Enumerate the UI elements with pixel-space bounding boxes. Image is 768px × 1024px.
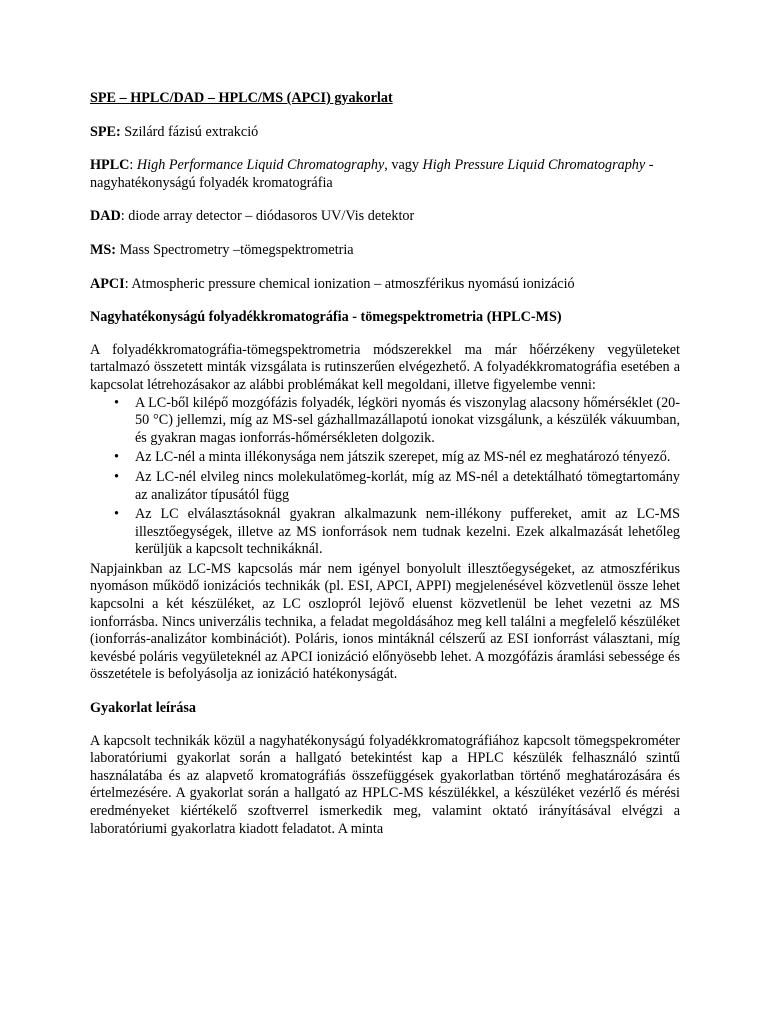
definition-text: : Atmospheric pressure chemical ionization – atmoszférikus nyomású ionizáció bbox=[124, 275, 575, 292]
definition-dad bbox=[90, 208, 680, 226]
list-item-text: Az LC elválasztásoknál gyakran alkalmazunk nem-illékony puffereket, amit az LC-MS illesztőegységek, illetve az MS ionforrások nem tudnak kezelni. Ezek alkalmazását lehetőleg kerüljük a kapcsolt technikáknál. bbox=[135, 506, 680, 558]
document-page bbox=[90, 90, 680, 838]
list-item-text: Az LC-nél elvileg nincs molekulatömeg-korlát, míg az MS-nél a detektálható tömegtartomány az analizátor típusától függ bbox=[135, 468, 680, 503]
document-title: SPE – HPLC/DAD – HPLC/MS (APCI) gyakorlat bbox=[90, 90, 393, 106]
section-heading-practice: Gyakorlat leírása bbox=[90, 700, 196, 717]
intro-paragraph: A folyadékkromatográfia-tömegspektrometria módszerekkel ma már hőérzékeny vegyületeket tartalmazó összetett minták vizsgálata is rutinszerűen elvégezhető. A folyadékkromatográfia esetében a kapcsolat létrehozásakor az alábbi problémákat kell megoldani, illetve figyelembe venni: bbox=[90, 341, 680, 393]
definition-text: : diode array detector – diódasoros UV/Vis detektor bbox=[120, 208, 415, 225]
list-item-text: A LC-ből kilépő mozgófázis folyadék, légköri nyomás és viszonylag alacsony hőmérséklet (20-50 °C) jellemzi, míg az MS-sel gázhallmazállapotú ionokat vizsgálunk, a készülék vákuumban, és gyakran magas ionforrás-hőmérsékleten dolgozik. bbox=[135, 394, 680, 446]
section-heading-hplc-ms: Nagyhatékonyságú folyadékkromatográfia - tömegspektrometria (HPLC-MS) bbox=[90, 309, 562, 326]
definition-apci bbox=[90, 276, 680, 294]
bullet-icon: • bbox=[114, 468, 119, 485]
definition-spe bbox=[90, 124, 680, 142]
definition-text: Mass Spectrometry –tömegspektrometria bbox=[116, 241, 354, 258]
definition-text: - nagyhatékonyságú folyadék kromatográfia bbox=[90, 157, 654, 191]
list-item bbox=[114, 506, 680, 559]
list-item-text: Az LC-nél a minta illékonysága nem játszik szerepet, míg az MS-nél ez meghatározó tényező. bbox=[135, 449, 671, 466]
definition-mid: , vagy bbox=[384, 157, 423, 174]
list-item bbox=[114, 468, 680, 504]
list-item bbox=[114, 394, 680, 448]
definition-ms bbox=[90, 242, 680, 260]
definition-term: APCI bbox=[90, 275, 125, 292]
definition-term: MS: bbox=[90, 241, 117, 258]
problem-list bbox=[90, 395, 680, 559]
definition-hplc bbox=[90, 157, 680, 192]
practice-paragraph: A kapcsolt technikák közül a nagyhatékonyságú folyadékkromatográfiához kapcsolt tömegspekrométer laboratóriumi gyakorlat során a hallgató betekintést kap a HPLC készülék felhasználó szintű használatába és az alapvető kromatográfiás összefüggések gyakorlatban történő meghatározására és értelmezésére. A gyakorlat során a hallgató az HPLC-MS készülékkel, a készüléket vezérlő és mérési eredményeket kiértékelő szoftverrel ismerkedik meg, valamint oktató irányításával elvégzi a laboratóriumi gyakorlatra kiadott feladatot. A minta bbox=[90, 732, 680, 837]
definition-separator: : bbox=[129, 157, 137, 174]
bullet-icon: • bbox=[114, 449, 119, 466]
bullet-icon: • bbox=[114, 506, 119, 523]
definition-italic-1: High Performance Liquid Chromatography bbox=[136, 157, 385, 174]
definition-term: SPE: bbox=[90, 123, 121, 140]
list-item bbox=[114, 449, 680, 467]
definition-term: DAD bbox=[90, 208, 121, 225]
definition-italic-2: High Pressure Liquid Chromatography bbox=[422, 157, 646, 174]
bullet-icon: • bbox=[114, 394, 119, 411]
definition-text: Szilárd fázisú extrakció bbox=[120, 123, 259, 140]
closing-paragraph: Napjainkban az LC-MS kapcsolás már nem igényel bonyolult illesztőegységeket, az atmoszférikus nyomáson működő ionizációs technikák (pl. ESI, APCI, APPI) megjelenésével közvetlenül össze lehet kapcsolni a két készüléket, az LC oszlopról lejövő eluenst közvetlenül be lehet vezetni az MS ionforrásba. Nincs univerzális technika, a feladat megoldásához meg kell találni a megfelelő készüléket (ionforrás-analizátor kombinációt). Poláris, ionos mintáknál célszerű az ESI ionforrást választani, míg kevésbé poláris vegyületeknél az APCI ionizáció előnyösebb lehet. A mozgófázis áramlási sebessége és összetétele is befolyásolja az ionizáció hatékonyságát. bbox=[90, 560, 680, 683]
definition-term: HPLC bbox=[90, 157, 130, 174]
